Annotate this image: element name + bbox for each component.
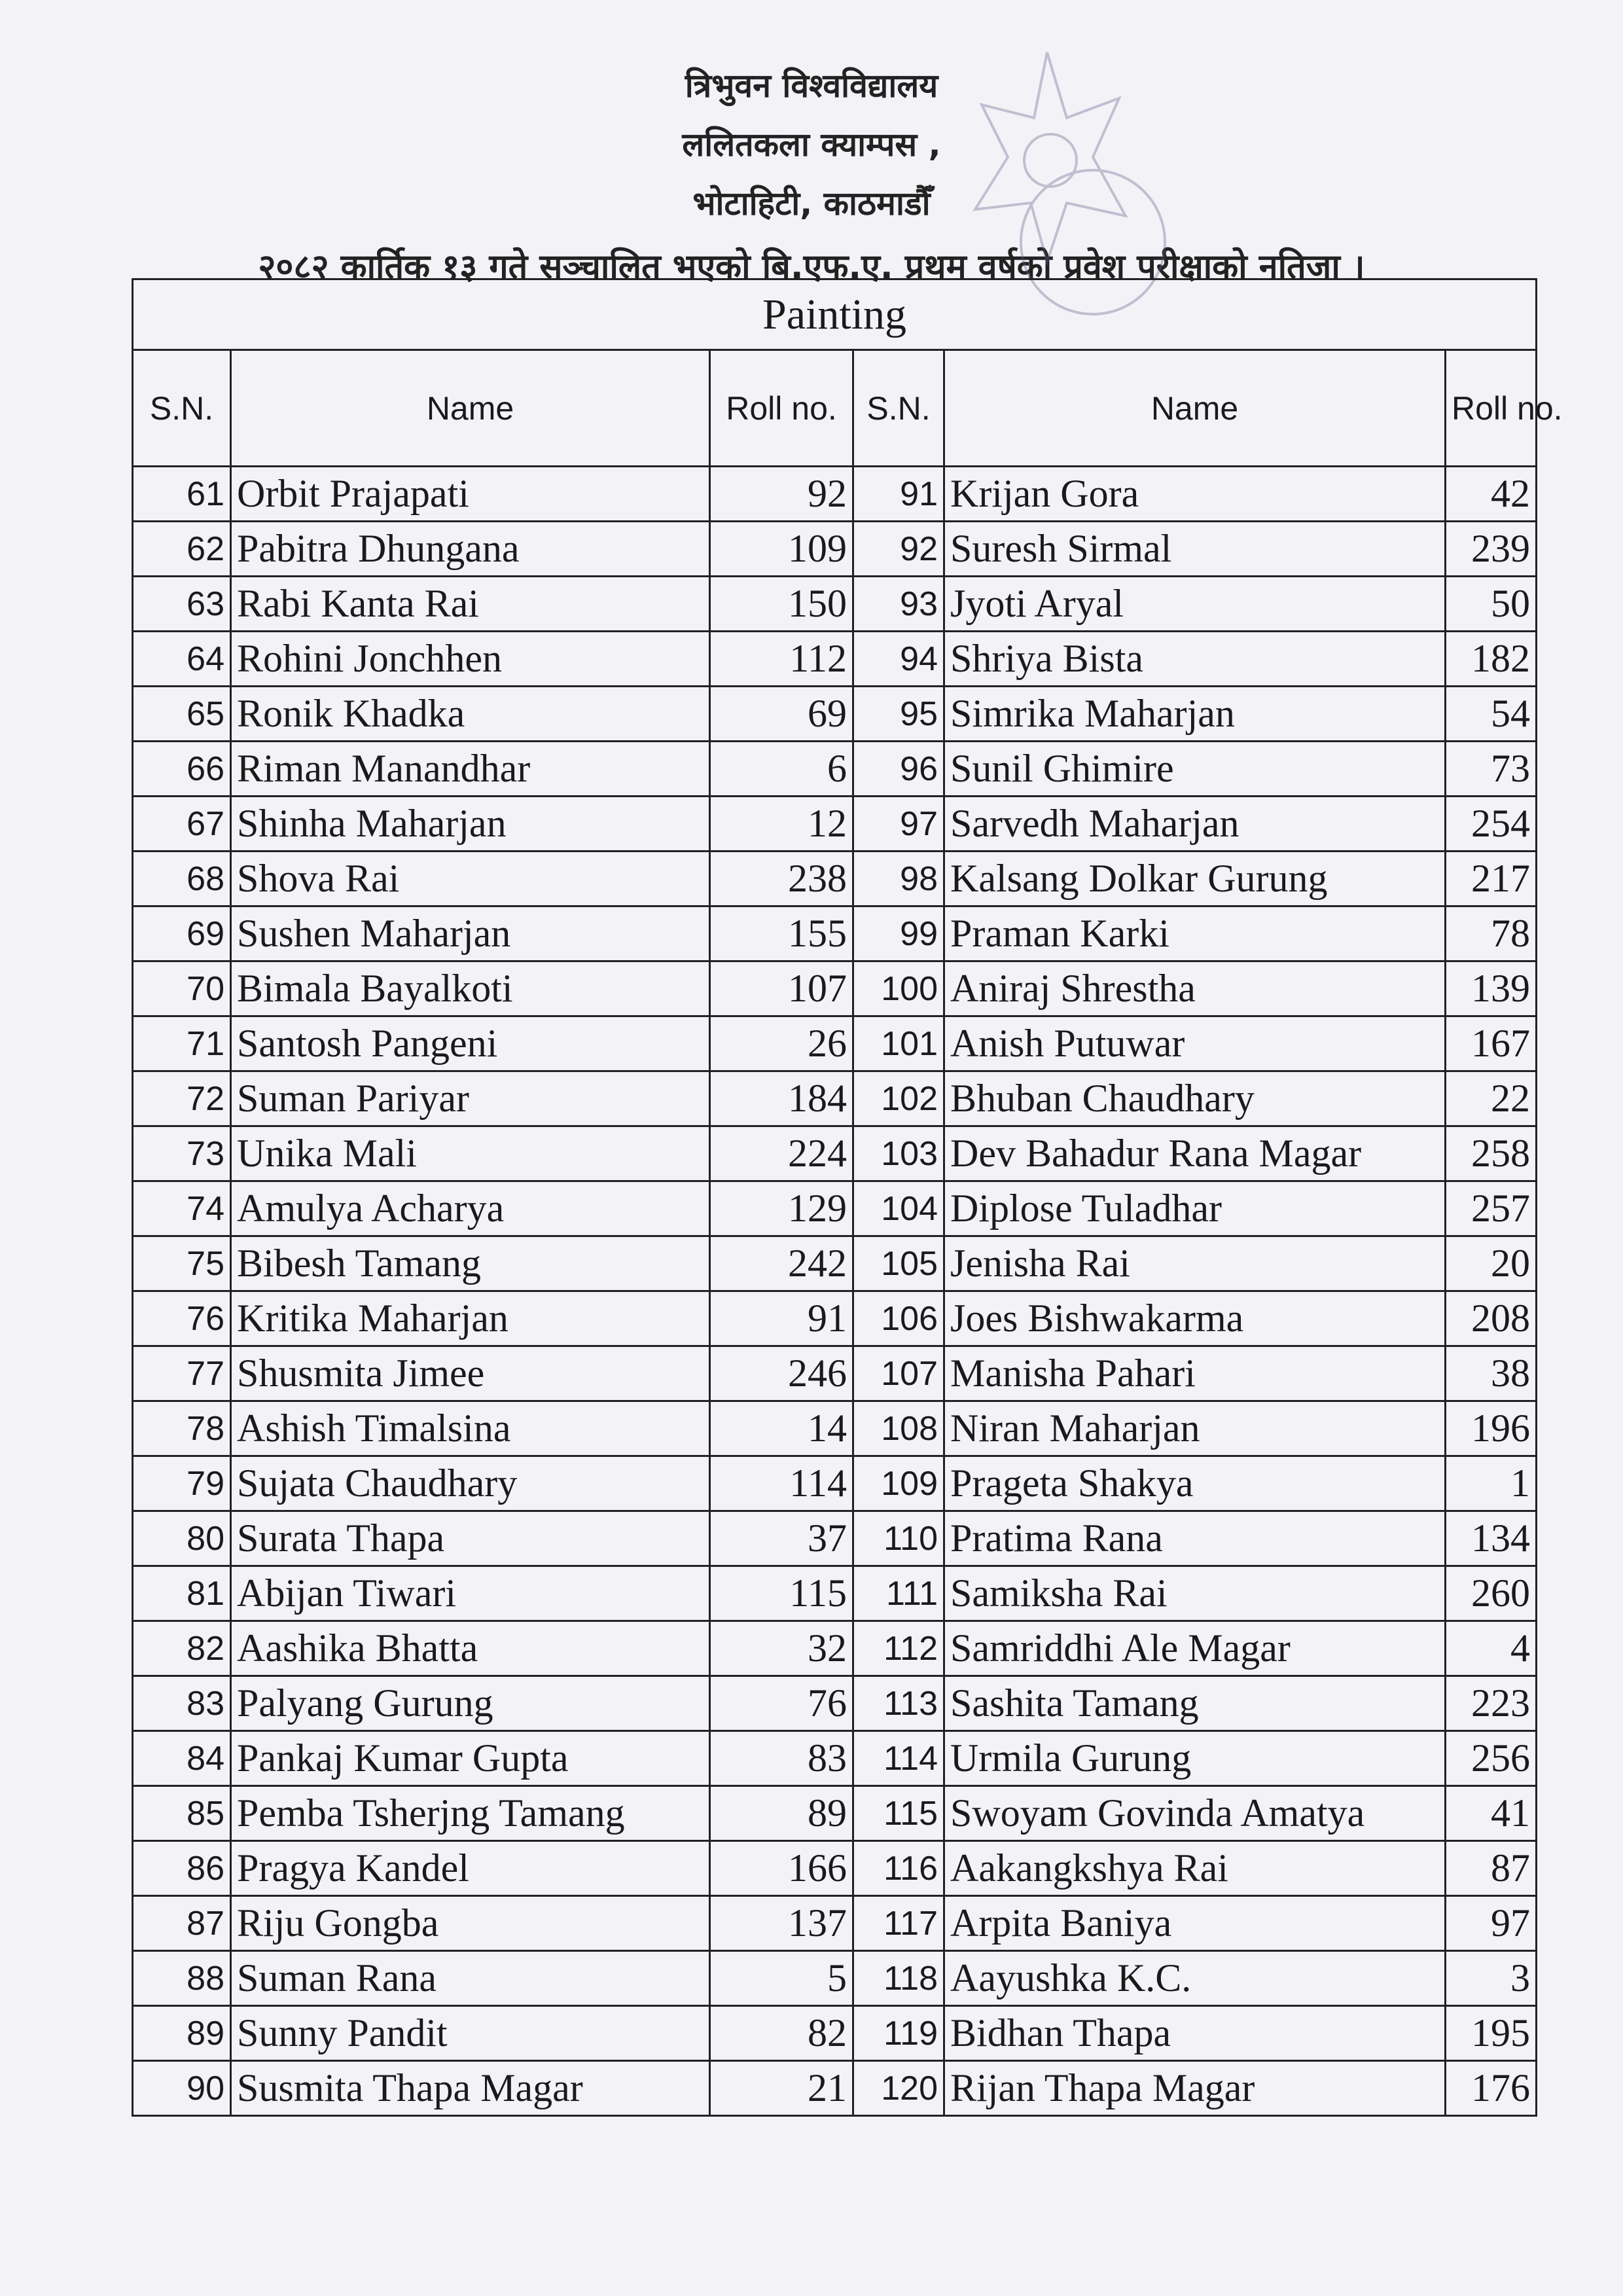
table-row bbox=[133, 632, 1537, 687]
name-cell: Abijan Tiwari bbox=[231, 1566, 710, 1621]
roll-cell: 54 bbox=[1446, 687, 1537, 742]
name-cell: Bibesh Tamang bbox=[231, 1236, 710, 1291]
name-cell: Orbit Prajapati bbox=[231, 467, 710, 522]
name-cell: Pabitra Dhungana bbox=[231, 522, 710, 577]
name-cell: Shriya Bista bbox=[944, 632, 1446, 687]
sn-cell: 105 bbox=[853, 1236, 944, 1291]
name-cell: Riman Manandhar bbox=[231, 742, 710, 797]
name-cell: Samiksha Rai bbox=[944, 1566, 1446, 1621]
table-row bbox=[133, 1896, 1537, 1951]
table-row bbox=[133, 577, 1537, 632]
sn-cell: 118 bbox=[853, 1951, 944, 2006]
sn-cell: 112 bbox=[853, 1621, 944, 1676]
roll-cell: 14 bbox=[710, 1401, 853, 1456]
name-cell: Diplose Tuladhar bbox=[944, 1181, 1446, 1236]
roll-cell: 82 bbox=[710, 2006, 853, 2061]
sn-cell: 72 bbox=[133, 1071, 231, 1126]
name-cell: Aakangkshya Rai bbox=[944, 1841, 1446, 1896]
roll-cell: 115 bbox=[710, 1566, 853, 1621]
sn-cell: 120 bbox=[853, 2061, 944, 2116]
table-row bbox=[133, 961, 1537, 1016]
roll-cell: 155 bbox=[710, 906, 853, 961]
sn-cell: 69 bbox=[133, 906, 231, 961]
campus-name: ललितकला क्याम्पस , bbox=[682, 126, 941, 164]
name-cell: Dev Bahadur Rana Magar bbox=[944, 1126, 1446, 1181]
name-cell: Shusmita Jimee bbox=[231, 1346, 710, 1401]
sn-cell: 104 bbox=[853, 1181, 944, 1236]
name-cell: Ashish Timalsina bbox=[231, 1401, 710, 1456]
roll-cell: 20 bbox=[1446, 1236, 1537, 1291]
roll-cell: 91 bbox=[710, 1291, 853, 1346]
roll-cell: 258 bbox=[1446, 1126, 1537, 1181]
name-cell: Suman Rana bbox=[231, 1951, 710, 2006]
sn-cell: 99 bbox=[853, 906, 944, 961]
name-cell: Jyoti Aryal bbox=[944, 577, 1446, 632]
roll-cell: 22 bbox=[1446, 1071, 1537, 1126]
roll-cell: 129 bbox=[710, 1181, 853, 1236]
name-cell: Samriddhi Ale Magar bbox=[944, 1621, 1446, 1676]
name-cell: Krijan Gora bbox=[944, 467, 1446, 522]
table-row bbox=[133, 1841, 1537, 1896]
sn-cell: 95 bbox=[853, 687, 944, 742]
roll-cell: 184 bbox=[710, 1071, 853, 1126]
roll-cell: 21 bbox=[710, 2061, 853, 2116]
name-cell: Sushen Maharjan bbox=[231, 906, 710, 961]
roll-cell: 257 bbox=[1446, 1181, 1537, 1236]
name-cell: Kalsang Dolkar Gurung bbox=[944, 852, 1446, 906]
name-cell: Rohini Jonchhen bbox=[231, 632, 710, 687]
roll-cell: 5 bbox=[710, 1951, 853, 2006]
roll-cell: 3 bbox=[1446, 1951, 1537, 2006]
table-row bbox=[133, 1236, 1537, 1291]
name-cell: Amulya Acharya bbox=[231, 1181, 710, 1236]
col-header-sn: S.N. bbox=[133, 350, 231, 467]
roll-cell: 38 bbox=[1446, 1346, 1537, 1401]
roll-cell: 256 bbox=[1446, 1731, 1537, 1786]
results-body bbox=[133, 467, 1537, 2116]
sn-cell: 109 bbox=[853, 1456, 944, 1511]
name-cell: Suman Pariyar bbox=[231, 1071, 710, 1126]
name-cell: Praman Karki bbox=[944, 906, 1446, 961]
sn-cell: 74 bbox=[133, 1181, 231, 1236]
name-cell: Sashita Tamang bbox=[944, 1676, 1446, 1731]
name-cell: Ronik Khadka bbox=[231, 687, 710, 742]
roll-cell: 260 bbox=[1446, 1566, 1537, 1621]
table-row bbox=[133, 1456, 1537, 1511]
roll-cell: 76 bbox=[710, 1676, 853, 1731]
category-heading: Painting bbox=[133, 279, 1537, 350]
name-cell: Suresh Sirmal bbox=[944, 522, 1446, 577]
table-row bbox=[133, 1511, 1537, 1566]
sn-cell: 92 bbox=[853, 522, 944, 577]
roll-cell: 97 bbox=[1446, 1896, 1537, 1951]
sn-cell: 111 bbox=[853, 1566, 944, 1621]
table-row bbox=[133, 797, 1537, 852]
roll-cell: 42 bbox=[1446, 467, 1537, 522]
name-cell: Arpita Baniya bbox=[944, 1896, 1446, 1951]
roll-cell: 109 bbox=[710, 522, 853, 577]
roll-cell: 134 bbox=[1446, 1511, 1537, 1566]
roll-cell: 217 bbox=[1446, 852, 1537, 906]
col-header-roll-2: Roll no. bbox=[1446, 350, 1537, 467]
roll-cell: 12 bbox=[710, 797, 853, 852]
sn-cell: 84 bbox=[133, 1731, 231, 1786]
name-cell: Kritika Maharjan bbox=[231, 1291, 710, 1346]
sn-cell: 113 bbox=[853, 1676, 944, 1731]
roll-cell: 73 bbox=[1446, 742, 1537, 797]
sn-cell: 88 bbox=[133, 1951, 231, 2006]
table-row bbox=[133, 2061, 1537, 2116]
sn-cell: 115 bbox=[853, 1786, 944, 1841]
sn-cell: 85 bbox=[133, 1786, 231, 1841]
sn-cell: 89 bbox=[133, 2006, 231, 2061]
roll-cell: 137 bbox=[710, 1896, 853, 1951]
roll-cell: 69 bbox=[710, 687, 853, 742]
name-cell: Pemba Tsherjng Tamang bbox=[231, 1786, 710, 1841]
roll-cell: 242 bbox=[710, 1236, 853, 1291]
sn-cell: 71 bbox=[133, 1016, 231, 1071]
roll-cell: 238 bbox=[710, 852, 853, 906]
table-row bbox=[133, 522, 1537, 577]
name-cell: Shova Rai bbox=[231, 852, 710, 906]
sn-cell: 107 bbox=[853, 1346, 944, 1401]
roll-cell: 6 bbox=[710, 742, 853, 797]
name-cell: Bimala Bayalkoti bbox=[231, 961, 710, 1016]
name-cell: Sunny Pandit bbox=[231, 2006, 710, 2061]
sn-cell: 94 bbox=[853, 632, 944, 687]
sn-cell: 106 bbox=[853, 1291, 944, 1346]
roll-cell: 254 bbox=[1446, 797, 1537, 852]
name-cell: Urmila Gurung bbox=[944, 1731, 1446, 1786]
campus-location: भोटाहिटी, काठमाडौँ bbox=[692, 185, 931, 223]
sn-cell: 75 bbox=[133, 1236, 231, 1291]
name-cell: Joes Bishwakarma bbox=[944, 1291, 1446, 1346]
university-name: त्रिभुवन विश्वविद्यालय bbox=[685, 67, 938, 105]
result-title: २०८२ कार्तिक १३ गते सञ्चालित भएको बि.एफ.ए. प्रथम वर्षको प्रवेश परीक्षाको नतिजा । bbox=[258, 247, 1365, 287]
name-cell: Sunil Ghimire bbox=[944, 742, 1446, 797]
table-row bbox=[133, 1786, 1537, 1841]
roll-cell: 87 bbox=[1446, 1841, 1537, 1896]
sn-cell: 82 bbox=[133, 1621, 231, 1676]
table-row bbox=[133, 1566, 1537, 1621]
table-row bbox=[133, 1071, 1537, 1126]
sn-cell: 62 bbox=[133, 522, 231, 577]
results-table bbox=[132, 278, 1563, 2117]
name-cell: Manisha Pahari bbox=[944, 1346, 1446, 1401]
roll-cell: 89 bbox=[710, 1786, 853, 1841]
table-row bbox=[133, 1731, 1537, 1786]
sn-cell: 96 bbox=[853, 742, 944, 797]
sn-cell: 64 bbox=[133, 632, 231, 687]
sn-cell: 101 bbox=[853, 1016, 944, 1071]
table-row bbox=[133, 906, 1537, 961]
sn-cell: 102 bbox=[853, 1071, 944, 1126]
name-cell: Prageta Shakya bbox=[944, 1456, 1446, 1511]
roll-cell: 150 bbox=[710, 577, 853, 632]
sn-cell: 117 bbox=[853, 1896, 944, 1951]
sn-cell: 67 bbox=[133, 797, 231, 852]
roll-cell: 166 bbox=[710, 1841, 853, 1896]
name-cell: Bhuban Chaudhary bbox=[944, 1071, 1446, 1126]
sn-cell: 114 bbox=[853, 1731, 944, 1786]
roll-cell: 1 bbox=[1446, 1456, 1537, 1511]
sn-cell: 90 bbox=[133, 2061, 231, 2116]
table-row bbox=[133, 1016, 1537, 1071]
table-row bbox=[133, 852, 1537, 906]
roll-cell: 41 bbox=[1446, 1786, 1537, 1841]
sn-cell: 81 bbox=[133, 1566, 231, 1621]
roll-cell: 114 bbox=[710, 1456, 853, 1511]
table-row bbox=[133, 1126, 1537, 1181]
roll-cell: 26 bbox=[710, 1016, 853, 1071]
sn-cell: 78 bbox=[133, 1401, 231, 1456]
sn-cell: 97 bbox=[853, 797, 944, 852]
roll-cell: 176 bbox=[1446, 2061, 1537, 2116]
name-cell: Simrika Maharjan bbox=[944, 687, 1446, 742]
sn-cell: 77 bbox=[133, 1346, 231, 1401]
sn-cell: 116 bbox=[853, 1841, 944, 1896]
table-row bbox=[133, 1291, 1537, 1346]
table-row bbox=[133, 1621, 1537, 1676]
sn-cell: 86 bbox=[133, 1841, 231, 1896]
roll-cell: 196 bbox=[1446, 1401, 1537, 1456]
name-cell: Niran Maharjan bbox=[944, 1401, 1446, 1456]
sn-cell: 100 bbox=[853, 961, 944, 1016]
col-header-sn-2: S.N. bbox=[853, 350, 944, 467]
roll-cell: 195 bbox=[1446, 2006, 1537, 2061]
name-cell: Sujata Chaudhary bbox=[231, 1456, 710, 1511]
name-cell: Rijan Thapa Magar bbox=[944, 2061, 1446, 2116]
sn-cell: 93 bbox=[853, 577, 944, 632]
sn-cell: 68 bbox=[133, 852, 231, 906]
table-row bbox=[133, 1951, 1537, 2006]
name-cell: Shinha Maharjan bbox=[231, 797, 710, 852]
col-header-name-2: Name bbox=[944, 350, 1446, 467]
name-cell: Riju Gongba bbox=[231, 1896, 710, 1951]
roll-cell: 139 bbox=[1446, 961, 1537, 1016]
name-cell: Bidhan Thapa bbox=[944, 2006, 1446, 2061]
sn-cell: 70 bbox=[133, 961, 231, 1016]
table-row bbox=[133, 1676, 1537, 1731]
sn-cell: 98 bbox=[853, 852, 944, 906]
sn-cell: 110 bbox=[853, 1511, 944, 1566]
roll-cell: 223 bbox=[1446, 1676, 1537, 1731]
roll-cell: 37 bbox=[710, 1511, 853, 1566]
name-cell: Santosh Pangeni bbox=[231, 1016, 710, 1071]
name-cell: Susmita Thapa Magar bbox=[231, 2061, 710, 2116]
sn-cell: 63 bbox=[133, 577, 231, 632]
table-row bbox=[133, 1346, 1537, 1401]
sn-cell: 76 bbox=[133, 1291, 231, 1346]
sn-cell: 79 bbox=[133, 1456, 231, 1511]
sn-cell: 61 bbox=[133, 467, 231, 522]
sn-cell: 65 bbox=[133, 687, 231, 742]
name-cell: Aniraj Shrestha bbox=[944, 961, 1446, 1016]
sn-cell: 73 bbox=[133, 1126, 231, 1181]
roll-cell: 78 bbox=[1446, 906, 1537, 961]
sn-cell: 103 bbox=[853, 1126, 944, 1181]
roll-cell: 246 bbox=[710, 1346, 853, 1401]
roll-cell: 50 bbox=[1446, 577, 1537, 632]
table-row bbox=[133, 687, 1537, 742]
name-cell: Pragya Kandel bbox=[231, 1841, 710, 1896]
name-cell: Sarvedh Maharjan bbox=[944, 797, 1446, 852]
table-row bbox=[133, 1181, 1537, 1236]
roll-cell: 92 bbox=[710, 467, 853, 522]
table-row bbox=[133, 742, 1537, 797]
name-cell: Unika Mali bbox=[231, 1126, 710, 1181]
sn-cell: 91 bbox=[853, 467, 944, 522]
name-cell: Pankaj Kumar Gupta bbox=[231, 1731, 710, 1786]
roll-cell: 83 bbox=[710, 1731, 853, 1786]
name-cell: Rabi Kanta Rai bbox=[231, 577, 710, 632]
table-row bbox=[133, 2006, 1537, 2061]
name-cell: Palyang Gurung bbox=[231, 1676, 710, 1731]
sn-cell: 108 bbox=[853, 1401, 944, 1456]
sn-cell: 119 bbox=[853, 2006, 944, 2061]
sn-cell: 83 bbox=[133, 1676, 231, 1731]
roll-cell: 112 bbox=[710, 632, 853, 687]
roll-cell: 208 bbox=[1446, 1291, 1537, 1346]
sn-cell: 66 bbox=[133, 742, 231, 797]
name-cell: Pratima Rana bbox=[944, 1511, 1446, 1566]
name-cell: Jenisha Rai bbox=[944, 1236, 1446, 1291]
name-cell: Anish Putuwar bbox=[944, 1016, 1446, 1071]
table-row bbox=[133, 467, 1537, 522]
sn-cell: 87 bbox=[133, 1896, 231, 1951]
table-row bbox=[133, 1401, 1537, 1456]
roll-cell: 107 bbox=[710, 961, 853, 1016]
name-cell: Aashika Bhatta bbox=[231, 1621, 710, 1676]
roll-cell: 32 bbox=[710, 1621, 853, 1676]
roll-cell: 167 bbox=[1446, 1016, 1537, 1071]
roll-cell: 224 bbox=[710, 1126, 853, 1181]
name-cell: Surata Thapa bbox=[231, 1511, 710, 1566]
name-cell: Swoyam Govinda Amatya bbox=[944, 1786, 1446, 1841]
roll-cell: 4 bbox=[1446, 1621, 1537, 1676]
name-cell: Aayushka K.C. bbox=[944, 1951, 1446, 2006]
roll-cell: 182 bbox=[1446, 632, 1537, 687]
sn-cell: 80 bbox=[133, 1511, 231, 1566]
col-header-name: Name bbox=[231, 350, 710, 467]
col-header-roll: Roll no. bbox=[710, 350, 853, 467]
roll-cell: 239 bbox=[1446, 522, 1537, 577]
